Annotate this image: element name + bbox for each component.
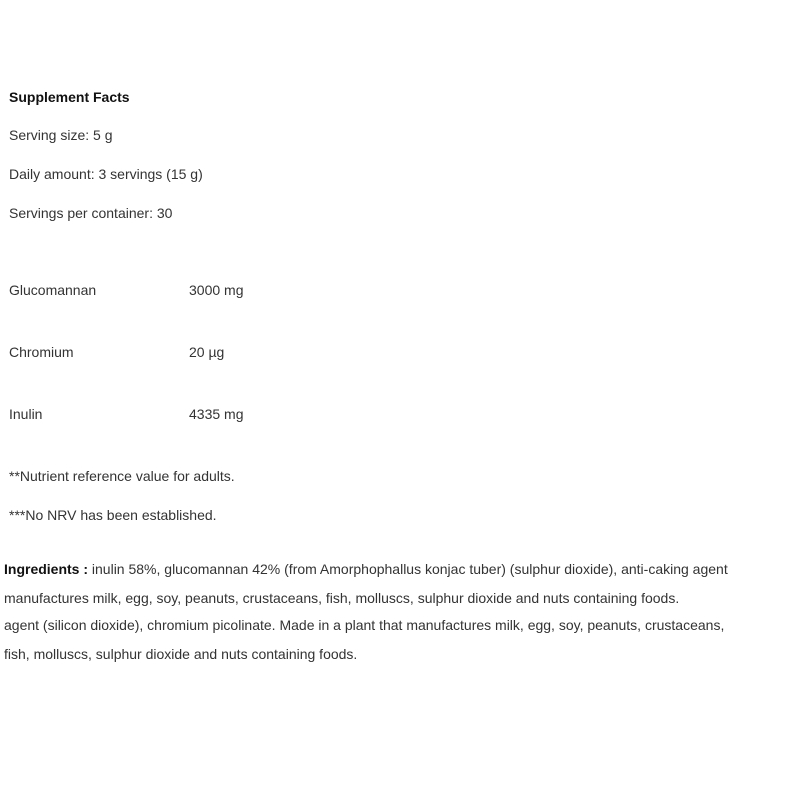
ingredients-label: Ingredients : [4,561,89,577]
ingredients-line-4: fish, molluscs, sulphur dioxide and nuts containing foods. [4,646,358,662]
nutrient-row-chromium [9,344,309,361]
ingredients-line-2: manufactures milk, egg, soy, peanuts, crustaceans, fish, molluscs, sulphur dioxide and nuts containing foods. [4,590,680,606]
ingredients-line-3: agent (silicon dioxide), chromium picolinate. Made in a plant that manufactures milk, egg, soy, peanuts, crustaceans, [4,617,725,633]
supplement-facts-title: Supplement Facts [9,89,130,105]
daily-amount: Daily amount: 3 servings (15 g) [9,166,203,182]
nutrient-name: Inulin [9,406,43,422]
nutrient-name: Glucomannan [9,282,97,298]
nutrient-row-glucomannan [9,282,309,299]
no-nrv-note: ***No NRV has been established. [9,507,217,523]
servings-per-container: Servings per container: 30 [9,205,173,221]
nutrient-name: Chromium [9,344,74,360]
nutrient-amount: 20 µg [189,344,225,360]
nutrient-row-inulin [9,406,309,423]
ingredients-line-1 [4,561,728,578]
ingredients-text-1: inulin 58%, glucomannan 42% (from Amorphophallus konjac tuber) (sulphur dioxide), anti-caking agent [88,561,728,577]
nutrient-amount: 3000 mg [189,282,244,298]
nutrient-amount: 4335 mg [189,406,244,422]
serving-size: Serving size: 5 g [9,127,113,143]
nrv-adults-note: **Nutrient reference value for adults. [9,468,235,484]
